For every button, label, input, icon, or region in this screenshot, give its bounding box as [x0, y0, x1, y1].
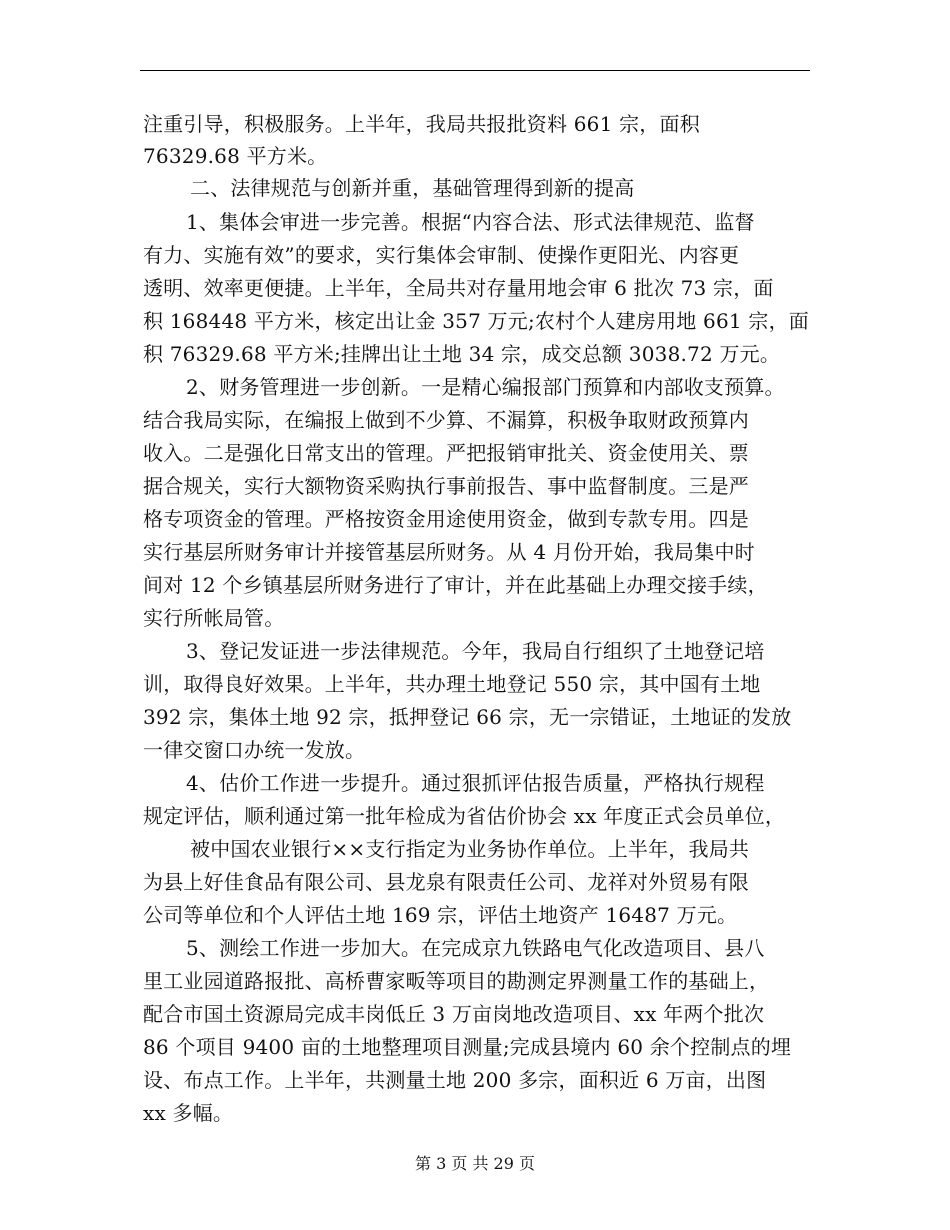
text-line: 积 168448 平方米，核定出让金 357 万元;农村个人建房用地 661 宗，面	[143, 309, 809, 333]
text-line: 注重引导，积极服务。上半年，我局共报批资料 661 宗，面积	[143, 112, 700, 136]
text-line: 收入。二是强化日常支出的管理。严把报销审批关、资金使用关、票	[143, 441, 749, 465]
text-line: 规定评估，顺利通过第一批年检成为省估价协会 xx 年度正式会员单位，	[143, 804, 786, 828]
text-line: 76329.68 平方米。	[143, 144, 328, 168]
text-line: 训，取得良好效果。上半年，共办理土地登记 550 宗，其中国有土地	[143, 672, 761, 696]
text-line: 透明、效率更便捷。上半年，全局共对存量用地会审 6 批次 73 宗，面	[143, 276, 774, 300]
text-line: 5、测绘工作进一步加大。在完成京九铁路电气化改造项目、县八	[186, 936, 765, 960]
page-number-footer: 第 3 页 共 29 页	[415, 1154, 535, 1173]
text-line: 3、登记发证进一步法律规范。今年，我局自行组织了土地登记培	[186, 639, 765, 663]
text-line: 实行所帐局管。	[143, 606, 285, 630]
text-line: 1、集体会审进一步完善。根据“内容合法、形式法律规范、监督	[186, 210, 755, 234]
text-line: 积 76329.68 平方米;挂牌出让土地 34 宗，成交总额 3038.72 万元。	[143, 342, 781, 366]
text-line: 结合我局实际，在编报上做到不少算、不漏算，积极争取财政预算内	[143, 408, 749, 432]
text-line: 据合规关，实行大额物资采购执行事前报告、事中监督制度。三是严	[143, 474, 749, 498]
text-line: 392 宗，集体土地 92 宗，抵押登记 66 宗，无一宗错证，土地证的发放	[143, 705, 792, 729]
text-line: 里工业园道路报批、高桥曹家畈等项目的勘测定界测量工作的基础上，	[143, 969, 770, 993]
section-heading: 二、法律规范与创新并重，基础管理得到新的提高	[190, 176, 635, 200]
text-line: 公司等单位和个人评估土地 169 宗，评估土地资产 16487 万元。	[143, 903, 738, 927]
text-line: 4、估价工作进一步提升。通过狠抓评估报告质量，严格执行规程	[186, 771, 765, 795]
text-line: 有力、实施有效”的要求，实行集体会审制、使操作更阳光、内容更	[143, 243, 740, 267]
text-line: xx 多幅。	[143, 1101, 234, 1125]
text-line: 为县上好佳食品有限公司、县龙泉有限责任公司、龙祥对外贸易有限	[143, 870, 749, 894]
text-line: 实行基层所财务审计并接管基层所财务。从 4 月份开始，我局集中时	[143, 540, 755, 564]
text-line: 2、财务管理进一步创新。一是精心编报部门预算和内部收支预算。	[186, 375, 785, 399]
header-rule	[140, 70, 810, 71]
text-line: 格专项资金的管理。严格按资金用途使用资金，做到专款专用。四是	[143, 507, 749, 531]
text-line: 间对 12 个乡镇基层所财务进行了审计，并在此基础上办理交接手续，	[143, 573, 768, 597]
text-line: 86 个项目 9400 亩的土地整理项目测量;完成县境内 60 余个控制点的埋	[143, 1035, 792, 1059]
text-line: 设、布点工作。上半年，共测量土地 200 多宗，面积近 6 万亩，出图	[143, 1068, 767, 1092]
text-line: 被中国农业银行××支行指定为业务协作单位。上半年，我局共	[190, 837, 750, 861]
text-line: 配合市国土资源局完成丰岗低丘 3 万亩岗地改造项目、xx 年两个批次	[143, 1002, 765, 1026]
text-line: 一律交窗口办统一发放。	[143, 738, 366, 762]
